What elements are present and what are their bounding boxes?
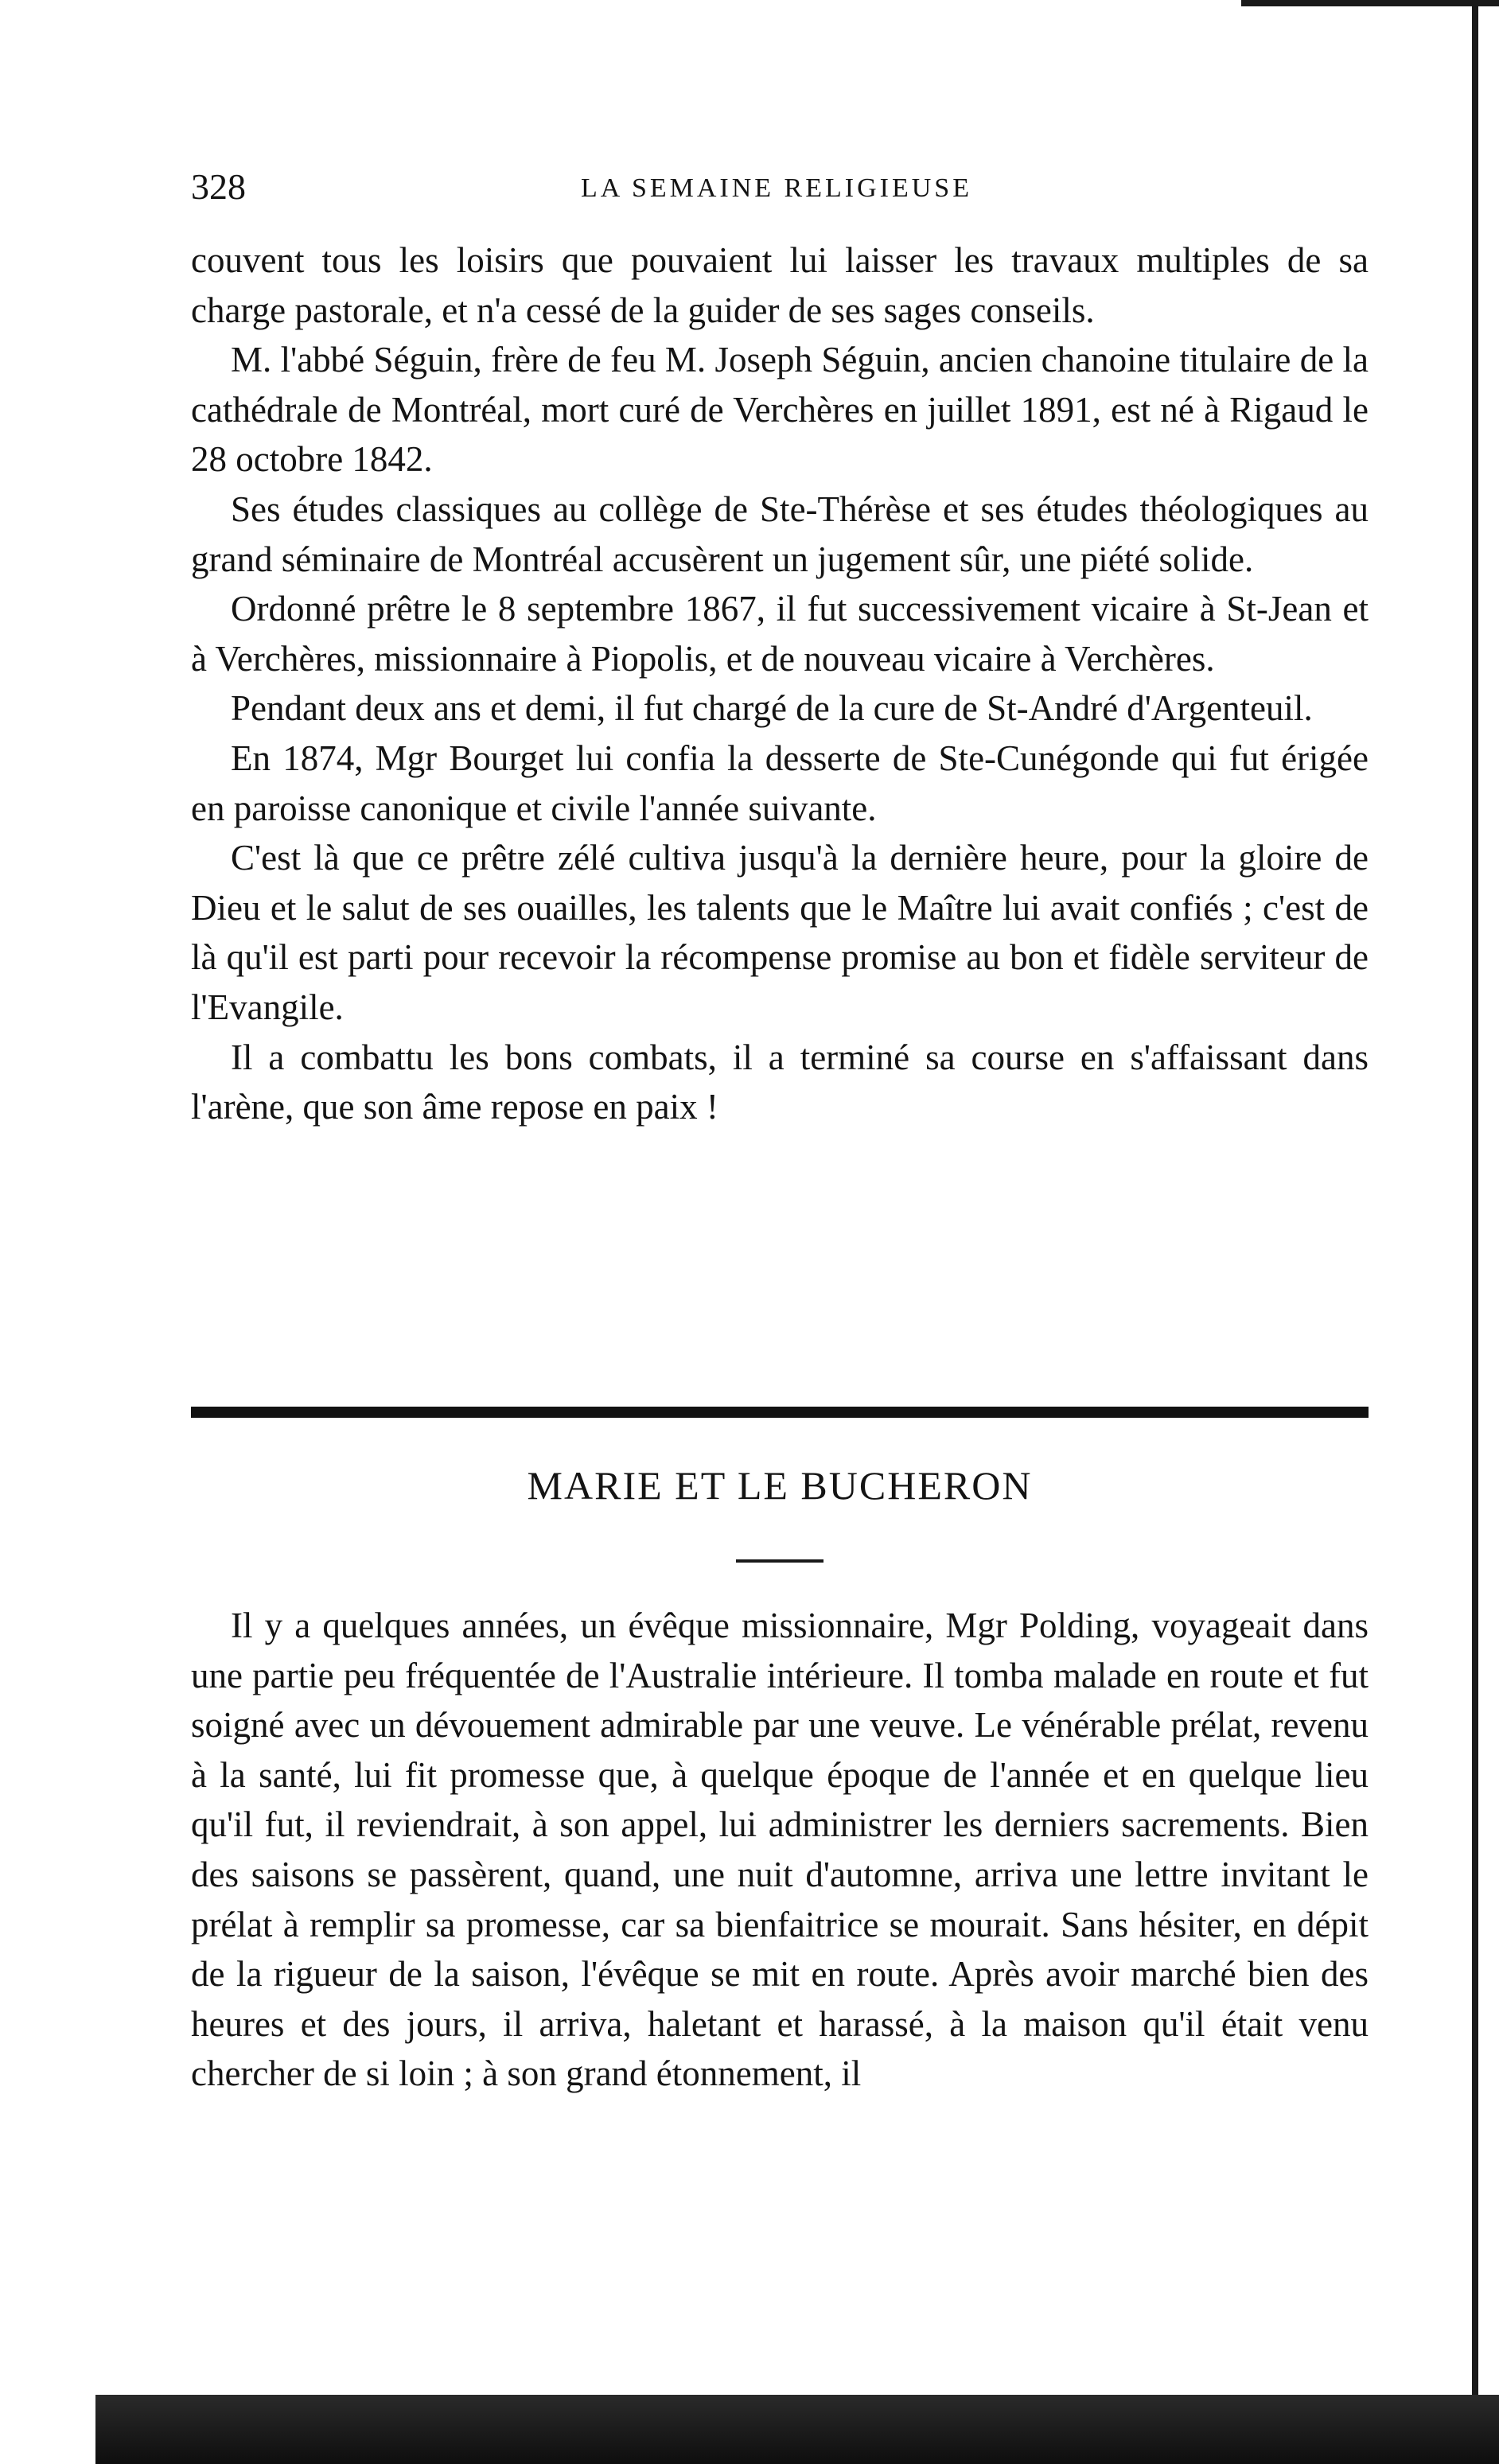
story-text — [191, 1601, 1369, 2099]
scan-edge-bottom — [95, 2395, 1499, 2464]
paragraph: Il y a quelques années, un évêque missionnaire, Mgr Polding, voyageait dans une partie peu fréquentée de l'Australie intérieure. Il tomba malade en route et fut soigné avec un dévouement admirable par une veuve. Le vénérable prélat, revenu à la santé, lui fit promesse que, à quelque époque de l'année et en quelque lieu qu'il fut, il reviendrait, à son appel, lui administrer les derniers sacrements. Bien des saisons se passèrent, quand, une nuit d'automne, arriva une lettre invitant le prélat à remplir sa promesse, car sa bienfaitrice se mourait. Sans hésiter, en dépit de la rigueur de la saison, l'évêque se mit en route. Après avoir marché bien des heures et des jours, il arriva, haletant et harassé, à la maison qu'il était venu chercher de si loin ; à son grand étonnement, il — [191, 1606, 1369, 2094]
obituary-text — [191, 236, 1369, 1132]
scan-edge-top — [1241, 0, 1499, 6]
paragraph: C'est là que ce prêtre zélé cultiva jusqu'à la dernière heure, pour la gloire de Dieu et le salut de ses ouailles, les talents que le Maître lui avait confiés ; c'est de là qu'il est parti pour recevoir la récompense promise au bon et fidèle serviteur de l'Evangile. — [191, 838, 1369, 1027]
journal-title: LA SEMAINE RELIGIEUSE — [581, 173, 972, 203]
section-title: MARIE ET LE BUCHERON — [527, 1463, 1033, 1508]
running-head — [191, 165, 1408, 213]
paragraph: Ordonné prêtre le 8 septembre 1867, il fut successivement vicaire à St-Jean et à Verchères, missionnaire à Piopolis, et de nouveau vicaire à Verchères. — [191, 589, 1369, 679]
paragraph: Ses études classiques au collège de Ste-Thérèse et ses études théologiques au grand séminaire de Montréal accusèrent un jugement sûr, une piété solide. — [191, 489, 1369, 579]
paragraph: M. l'abbé Séguin, frère de feu M. Joseph Séguin, ancien chanoine titulaire de la cathédrale de Montréal, mort curé de Verchères en juillet 1891, est né à Rigaud le 28 octobre 1842. — [191, 340, 1369, 480]
paragraph: En 1874, Mgr Bourget lui confia la desserte de Ste-Cunégonde qui fut érigée en paroisse canonique et civile l'année suivante. — [191, 738, 1369, 828]
paragraph: Il a combattu les bons combats, il a terminé sa course en s'affaissant dans l'arène, que son âme repose en paix ! — [191, 1037, 1369, 1127]
title-rule — [736, 1559, 823, 1563]
scan-edge-right — [1472, 0, 1478, 2411]
paragraph: Pendant deux ans et demi, il fut chargé de la cure de St-André d'Argenteuil. — [231, 688, 1313, 729]
paragraph: couvent tous les loisirs que pouvaient lui laisser les travaux multiples de sa charge pastorale, et n'a cessé de la guider de ses sages conseils. — [191, 240, 1369, 330]
page-number: 328 — [191, 166, 246, 207]
section-divider — [191, 1407, 1369, 1418]
